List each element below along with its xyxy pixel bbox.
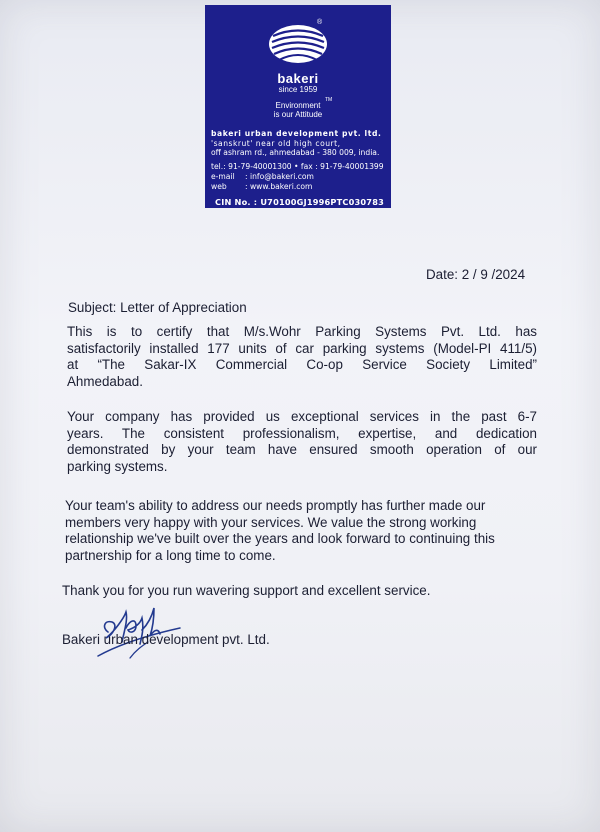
paragraph-line: Ahmedabad. xyxy=(67,373,143,389)
letterhead-tel-fax: tel.: 91-79-40001300 • fax : 91-79-40001399 xyxy=(211,162,384,171)
paragraph-certification xyxy=(67,324,537,390)
letter-subject: Subject: Letter of Appreciation xyxy=(68,300,247,315)
letterhead-email xyxy=(211,172,314,182)
paragraph-line: satisfactorily installed 177 units of car parking systems (Model-PI 411/5) xyxy=(67,340,537,356)
paragraph-line: relationship we've built over the years and look forward to continuing this xyxy=(65,531,495,547)
paragraph-line: Your team's ability to address our needs promptly has further made our xyxy=(65,498,486,513)
paragraph-line: parking systems. xyxy=(67,458,168,474)
letterhead-cin: CIN No. : U70100GJ1996PTC030783 xyxy=(215,197,384,207)
letterhead-address-line2: off ashram rd., ahmedabad - 380 009, india. xyxy=(211,148,380,157)
paragraph-line: Your company has provided us exceptional services in the past 6-7 xyxy=(67,409,537,424)
paragraph-line: at “The Sakar-IX Commercial Co-op Service Society Limited” xyxy=(67,357,537,373)
brand-since: since 1959 xyxy=(278,85,318,94)
web-label: web xyxy=(211,182,227,191)
tagline-line2: is our Attitude xyxy=(273,110,323,119)
registered-mark: ® xyxy=(317,19,323,26)
trademark-mark: TM xyxy=(325,97,333,103)
email-label: e-mail xyxy=(211,172,235,181)
email-value: : info@bakeri.com xyxy=(245,172,314,181)
paragraph-line: years. The consistent professionalism, expertise, and dedication xyxy=(67,425,537,441)
letterhead-web xyxy=(211,182,312,192)
tagline-line1: Environment xyxy=(275,101,321,110)
brand-name: bakeri xyxy=(277,71,319,86)
signoff-company: Bakeri urban development pvt. Ltd. xyxy=(62,632,270,647)
letterhead-company: bakeri urban development pvt. ltd. xyxy=(211,129,382,138)
thanks-line: Thank you for you run wavering support and excellent service. xyxy=(62,583,431,598)
paragraph-line: members very happy with your services. We value the strong working xyxy=(65,514,477,530)
paragraph-team xyxy=(65,498,535,564)
letterhead-address-line1: 'sanskrut' near old high court, xyxy=(211,139,341,148)
letterhead-block xyxy=(205,5,391,208)
paragraph-line: demonstrated by your team have ensured smooth operation of our xyxy=(67,442,537,458)
paragraph-line: This is to certify that M/s.Wohr Parking Systems Pvt. Ltd. has xyxy=(67,324,537,339)
paragraph-services xyxy=(67,409,537,475)
web-value: : www.bakeri.com xyxy=(245,182,313,191)
paragraph-line: partnership for a long time to come. xyxy=(65,547,276,563)
letter-date: Date: 2 / 9 /2024 xyxy=(426,267,526,282)
bakeri-logo-icon xyxy=(267,23,329,65)
